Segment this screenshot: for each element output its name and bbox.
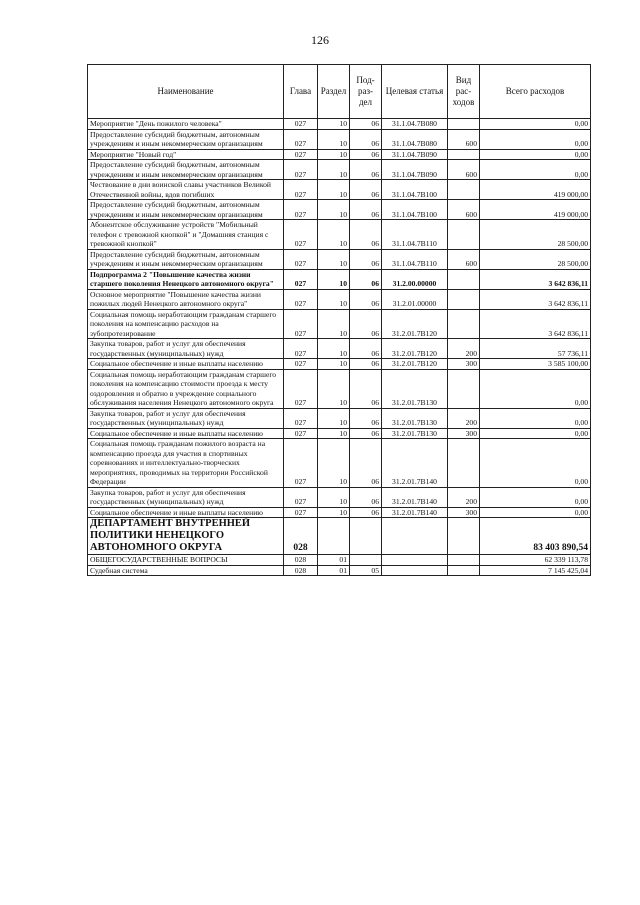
table-row [88, 339, 591, 359]
header-glava: Глава [284, 65, 318, 119]
cell-razdel: 10 [318, 428, 350, 439]
cell-total: 3 642 836,11 [480, 269, 591, 289]
cell-podrazdel: 06 [350, 428, 382, 439]
cell-total: 62 339 113,78 [480, 555, 591, 566]
cell-vid: 600 [448, 249, 480, 269]
table-row [88, 439, 591, 488]
header-vid: Вид рас-ходов [448, 65, 480, 119]
table-row [88, 160, 591, 180]
cell-vid: 200 [448, 487, 480, 507]
cell-total: 83 403 890,54 [480, 518, 591, 555]
cell-total: 0,00 [480, 119, 591, 130]
table-row [88, 129, 591, 149]
cell-celevaya: 31.2.01.7В130 [382, 408, 448, 428]
cell-total: 419 000,00 [480, 200, 591, 220]
header-razdel: Раздел [318, 65, 350, 119]
table-row [88, 565, 591, 576]
cell-total: 3 642 836,11 [480, 289, 591, 309]
cell-celevaya: 31.1.04.7В100 [382, 200, 448, 220]
table-row [88, 180, 591, 200]
table-row [88, 428, 591, 439]
table-row [88, 149, 591, 160]
cell-glava: 027 [284, 149, 318, 160]
cell-podrazdel: 05 [350, 565, 382, 576]
cell-razdel: 10 [318, 487, 350, 507]
cell-vid: 600 [448, 200, 480, 220]
cell-vid: 600 [448, 160, 480, 180]
cell-razdel: 10 [318, 408, 350, 428]
cell-celevaya: 31.1.04.7В100 [382, 180, 448, 200]
table-row [88, 507, 591, 518]
cell-celevaya: 31.1.04.7В090 [382, 149, 448, 160]
cell-celevaya: 31.2.01.7В120 [382, 309, 448, 339]
cell-glava: 027 [284, 160, 318, 180]
cell-celevaya: 31.2.01.7В130 [382, 369, 448, 408]
cell-total: 419 000,00 [480, 180, 591, 200]
cell-glava: 027 [284, 439, 318, 488]
cell-celevaya: 31.1.04.7В110 [382, 220, 448, 250]
cell-total: 0,00 [480, 160, 591, 180]
cell-podrazdel: 06 [350, 180, 382, 200]
cell-total: 57 736,11 [480, 339, 591, 359]
cell-name: Социальная помощь неработающим гражданам старшего поколения на компенсацию стоимости проезда к месту оздоровления и обратно в учреждение социального обслуживания населения Ненецкого автономного округа [88, 369, 284, 408]
cell-podrazdel: 06 [350, 487, 382, 507]
cell-name: Социальное обеспечение и иные выплаты населению [88, 428, 284, 439]
cell-name: Предоставление субсидий бюджетным, автономным учреждениям и иным некоммерческим организациям [88, 160, 284, 180]
cell-glava: 027 [284, 428, 318, 439]
cell-name: Абонентское обслуживание устройств "Мобильный телефон с тревожной кнопкой" и "Домашняя станция с тревожной кнопкой" [88, 220, 284, 250]
cell-vid [448, 518, 480, 555]
cell-vid [448, 149, 480, 160]
cell-name: Мероприятие "День пожилого человека" [88, 119, 284, 130]
cell-celevaya [382, 555, 448, 566]
cell-name: Закупка товаров, работ и услуг для обеспечения государственных (муниципальных) нужд [88, 487, 284, 507]
cell-razdel: 10 [318, 309, 350, 339]
header-podrazdel: Под-раз-дел [350, 65, 382, 119]
cell-podrazdel: 06 [350, 269, 382, 289]
cell-celevaya: 31.2.01.7В130 [382, 428, 448, 439]
cell-podrazdel [350, 518, 382, 555]
cell-total: 28 500,00 [480, 220, 591, 250]
cell-podrazdel: 06 [350, 309, 382, 339]
cell-glava: 027 [284, 200, 318, 220]
table-row [88, 555, 591, 566]
cell-celevaya [382, 518, 448, 555]
cell-name: Социальное обеспечение и иные выплаты населению [88, 507, 284, 518]
cell-glava: 027 [284, 487, 318, 507]
cell-razdel: 10 [318, 119, 350, 130]
cell-name: ДЕПАРТАМЕНТ ВНУТРЕННЕЙ ПОЛИТИКИ НЕНЕЦКОГО АВТОНОМНОГО ОКРУГА [88, 518, 284, 555]
cell-podrazdel: 06 [350, 160, 382, 180]
cell-glava: 028 [284, 565, 318, 576]
cell-celevaya: 31.1.04.7В080 [382, 129, 448, 149]
cell-total: 0,00 [480, 507, 591, 518]
cell-name: ОБЩЕГОСУДАРСТВЕННЫЕ ВОПРОСЫ [88, 555, 284, 566]
cell-razdel: 10 [318, 339, 350, 359]
table-row [88, 289, 591, 309]
cell-celevaya: 31.2.01.7В120 [382, 359, 448, 370]
cell-total: 0,00 [480, 439, 591, 488]
cell-podrazdel: 06 [350, 249, 382, 269]
cell-total: 3 585 100,00 [480, 359, 591, 370]
table-row [88, 369, 591, 408]
cell-vid: 200 [448, 339, 480, 359]
header-row [88, 65, 591, 119]
cell-podrazdel [350, 555, 382, 566]
cell-glava: 027 [284, 119, 318, 130]
cell-glava: 027 [284, 359, 318, 370]
cell-glava: 027 [284, 289, 318, 309]
header-celevaya: Целевая статья [382, 65, 448, 119]
cell-total: 0,00 [480, 428, 591, 439]
cell-celevaya [382, 565, 448, 576]
cell-name: Предоставление субсидий бюджетным, автономным учреждениям и иным некоммерческим организациям [88, 129, 284, 149]
cell-total: 0,00 [480, 149, 591, 160]
cell-podrazdel: 06 [350, 339, 382, 359]
table-body [88, 119, 591, 576]
cell-name: Социальная помощь гражданам пожилого возраста на компенсацию проезда для участия в спортивных соревнованиях и интеллектуально-творческих мероприятиях, проводимых на территории Российской Федерации [88, 439, 284, 488]
cell-podrazdel: 06 [350, 129, 382, 149]
table-row [88, 220, 591, 250]
cell-vid [448, 269, 480, 289]
cell-total: 28 500,00 [480, 249, 591, 269]
table-row [88, 249, 591, 269]
cell-celevaya: 31.1.04.7В080 [382, 119, 448, 130]
cell-podrazdel: 06 [350, 507, 382, 518]
cell-glava: 027 [284, 339, 318, 359]
cell-vid [448, 220, 480, 250]
cell-vid [448, 289, 480, 309]
cell-razdel: 10 [318, 369, 350, 408]
cell-name: Мероприятие "Новый год" [88, 149, 284, 160]
cell-podrazdel: 06 [350, 119, 382, 130]
cell-razdel: 10 [318, 289, 350, 309]
cell-name: Закупка товаров, работ и услуг для обеспечения государственных (муниципальных) нужд [88, 408, 284, 428]
cell-razdel: 10 [318, 439, 350, 488]
cell-glava: 027 [284, 249, 318, 269]
cell-name: Социальная помощь неработающим гражданам старшего поколения на компенсацию расходов на зубопротезирование [88, 309, 284, 339]
cell-podrazdel: 06 [350, 200, 382, 220]
cell-total: 0,00 [480, 369, 591, 408]
budget-table [87, 64, 591, 576]
cell-total: 0,00 [480, 408, 591, 428]
cell-glava: 028 [284, 518, 318, 555]
cell-name: Социальное обеспечение и иные выплаты населению [88, 359, 284, 370]
cell-razdel [318, 518, 350, 555]
cell-total: 0,00 [480, 487, 591, 507]
table-row [88, 359, 591, 370]
cell-podrazdel: 06 [350, 289, 382, 309]
cell-razdel: 10 [318, 200, 350, 220]
cell-celevaya: 31.1.04.7В110 [382, 249, 448, 269]
cell-name: Подпрограмма 2 "Повышение качества жизни старшего поколения Ненецкого автономного округа" [88, 269, 284, 289]
cell-podrazdel: 06 [350, 220, 382, 250]
cell-glava: 027 [284, 309, 318, 339]
cell-celevaya: 31.2.01.7В140 [382, 439, 448, 488]
cell-podrazdel: 06 [350, 369, 382, 408]
cell-glava: 027 [284, 369, 318, 408]
cell-glava: 027 [284, 129, 318, 149]
cell-vid [448, 439, 480, 488]
cell-razdel: 10 [318, 180, 350, 200]
cell-razdel: 10 [318, 160, 350, 180]
cell-celevaya: 31.2.01.7В140 [382, 487, 448, 507]
cell-celevaya: 31.2.01.7В120 [382, 339, 448, 359]
cell-glava: 027 [284, 220, 318, 250]
cell-razdel: 10 [318, 249, 350, 269]
cell-razdel: 10 [318, 507, 350, 518]
cell-vid: 300 [448, 428, 480, 439]
table-row [88, 309, 591, 339]
cell-razdel: 01 [318, 565, 350, 576]
cell-glava: 027 [284, 408, 318, 428]
cell-vid: 300 [448, 359, 480, 370]
table-row [88, 518, 591, 555]
cell-vid: 600 [448, 129, 480, 149]
table-row [88, 119, 591, 130]
cell-razdel: 01 [318, 555, 350, 566]
page-number: 126 [311, 33, 329, 47]
table-row [88, 200, 591, 220]
header-name: Наименование [88, 65, 284, 119]
cell-celevaya: 31.1.04.7В090 [382, 160, 448, 180]
cell-glava: 027 [284, 507, 318, 518]
table-row [88, 269, 591, 289]
cell-vid [448, 119, 480, 130]
cell-glava: 028 [284, 555, 318, 566]
cell-vid [448, 555, 480, 566]
cell-podrazdel: 06 [350, 408, 382, 428]
cell-podrazdel: 06 [350, 359, 382, 370]
cell-podrazdel: 06 [350, 439, 382, 488]
cell-total: 7 145 425,04 [480, 565, 591, 576]
cell-razdel: 10 [318, 129, 350, 149]
cell-name: Предоставление субсидий бюджетным, автономным учреждениям и иным некоммерческим организациям [88, 200, 284, 220]
cell-vid: 200 [448, 408, 480, 428]
cell-vid [448, 180, 480, 200]
cell-celevaya: 31.2.00.00000 [382, 269, 448, 289]
cell-name: Чествование в дни воинской славы участников Великой Отечественной войны, вдов погибших [88, 180, 284, 200]
cell-vid: 300 [448, 507, 480, 518]
cell-razdel: 10 [318, 220, 350, 250]
cell-glava: 027 [284, 180, 318, 200]
cell-name: Судебная система [88, 565, 284, 576]
cell-razdel: 10 [318, 359, 350, 370]
cell-razdel: 10 [318, 269, 350, 289]
cell-total: 0,00 [480, 129, 591, 149]
header-total: Всего расходов [480, 65, 591, 119]
cell-glava: 027 [284, 269, 318, 289]
cell-total: 3 642 836,11 [480, 309, 591, 339]
table-row [88, 487, 591, 507]
cell-celevaya: 31.2.01.7В140 [382, 507, 448, 518]
table-row [88, 408, 591, 428]
cell-vid [448, 565, 480, 576]
cell-vid [448, 369, 480, 408]
cell-name: Основное мероприятие "Повышение качества жизни пожилых людей Ненецкого автономного округа" [88, 289, 284, 309]
cell-vid [448, 309, 480, 339]
cell-celevaya: 31.2.01.00000 [382, 289, 448, 309]
cell-name: Предоставление субсидий бюджетным, автономным учреждениям и иным некоммерческим организациям [88, 249, 284, 269]
cell-name: Закупка товаров, работ и услуг для обеспечения государственных (муниципальных) нужд [88, 339, 284, 359]
cell-podrazdel: 06 [350, 149, 382, 160]
cell-razdel: 10 [318, 149, 350, 160]
